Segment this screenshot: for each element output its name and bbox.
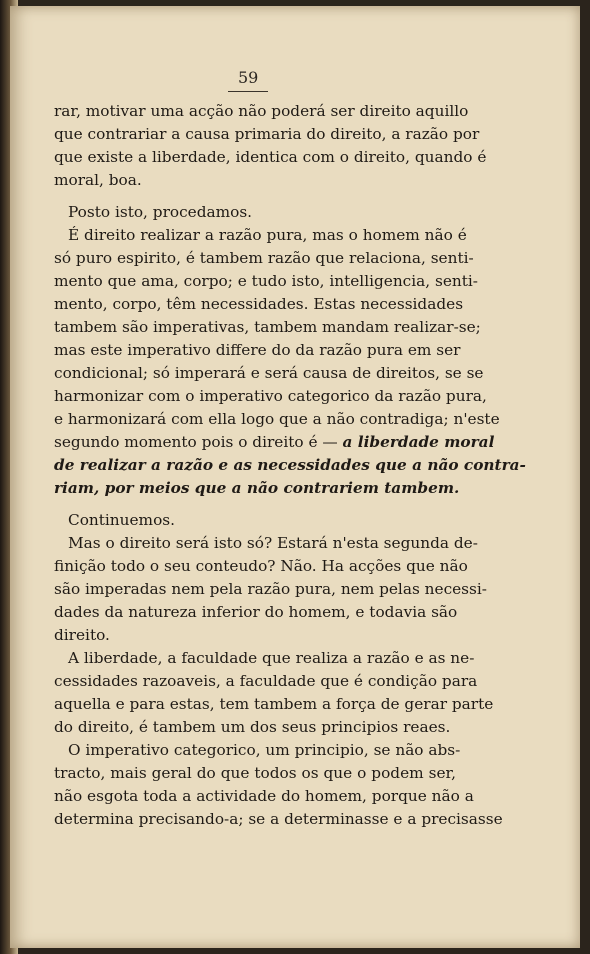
text-line <box>54 201 456 224</box>
text-line-roman: e harmonizará com ella logo que a não contradiga; n'este <box>54 410 500 428</box>
text-line-roman: mento que ama, corpo; e tudo isto, intelligencia, senti- <box>54 272 478 290</box>
text-line-roman: condicional; só imperará e será causa de direitos, se se <box>54 364 484 382</box>
text-line-roman: finição todo o seu conteudo? Não. Ha acções que não <box>54 557 468 575</box>
book-page <box>10 6 580 948</box>
text-line <box>54 362 484 385</box>
text-line-roman: Continuemos. <box>68 511 175 529</box>
text-line <box>54 578 487 601</box>
text-line-italic: a liberdade moral <box>342 433 495 451</box>
text-line-roman: segundo momento pois o direito é — <box>54 433 343 451</box>
text-line <box>54 555 468 578</box>
text-line-roman: mas este imperativo differe do da razão pura em ser <box>54 341 461 359</box>
text-line-roman: mento, corpo, têm necessidades. Estas necessidades <box>54 295 464 313</box>
text-line-roman: É direito realizar a razão pura, mas o homem não é <box>68 226 467 244</box>
text-line-italic: riam, por meios que a não contrariem tambem. <box>54 479 460 497</box>
text-line-roman: rar, motivar uma acção não poderá ser direito aquillo <box>54 102 469 120</box>
text-line <box>54 532 478 555</box>
text-line <box>54 670 478 693</box>
text-line <box>54 385 487 408</box>
text-line-roman: aquella e para estas, tem tambem a força de gerar parte <box>54 695 494 713</box>
text-line <box>54 270 478 293</box>
text-line-italic: de realizar a razão e as necessidades que a não contra- <box>54 456 526 474</box>
text-line <box>54 247 474 270</box>
text-line-roman: do direito, é tambem um dos seus principios reaes. <box>54 718 451 736</box>
text-line <box>54 454 526 477</box>
text-line <box>54 624 456 647</box>
text-line <box>54 169 456 192</box>
text-line <box>54 739 461 762</box>
text-line-roman: determina precisando-a; se a determinasse e a precisasse <box>54 810 503 828</box>
text-line-roman: Posto isto, procedamos. <box>68 203 253 221</box>
text-line-roman: tracto, mais geral do que todos os que o podem ser, <box>54 764 456 782</box>
text-line-roman: cessidades razoaveis, a faculdade que é condição para <box>54 672 478 690</box>
text-line <box>54 293 464 316</box>
text-line <box>54 716 456 739</box>
page-number-rule <box>228 91 268 92</box>
text-line <box>54 100 469 123</box>
text-line-roman: direito. <box>54 626 110 644</box>
text-line-roman: dades da natureza inferior do homem, e todavia são <box>54 603 458 621</box>
page-number: 59 <box>238 68 259 87</box>
text-line-roman: que existe a liberdade, identica com o direito, quando é <box>54 148 487 166</box>
text-line-roman: Mas o direito será isto só? Estará n'esta segunda de- <box>68 534 478 552</box>
text-line-roman: O imperativo categorico, um principio, se não abs- <box>68 741 461 759</box>
text-line <box>54 431 495 454</box>
text-line-roman: só puro espirito, é tambem razão que relaciona, senti- <box>54 249 474 267</box>
text-line <box>54 123 480 146</box>
text-line <box>54 477 460 500</box>
text-line-roman: não esgota toda a actividade do homem, porque não a <box>54 787 474 805</box>
text-line <box>54 808 503 831</box>
text-line <box>54 509 456 532</box>
paragraph-gap <box>54 500 456 509</box>
text-line <box>54 146 487 169</box>
paragraph-gap <box>54 192 456 201</box>
text-line-roman: A liberdade, a faculdade que realiza a razão e as ne- <box>68 649 475 667</box>
text-line <box>54 693 494 716</box>
text-line <box>54 316 481 339</box>
text-line-roman: tambem são imperativas, tambem mandam realizar-se; <box>54 318 481 336</box>
text-line-roman: moral, boa. <box>54 171 142 189</box>
text-line-roman: harmonizar com o imperativo categorico da razão pura, <box>54 387 487 405</box>
text-line-roman: são imperadas nem pela razão pura, nem pelas necessi- <box>54 580 487 598</box>
text-line <box>54 408 500 431</box>
body-text <box>54 100 526 831</box>
text-line <box>54 785 474 808</box>
text-line-roman: que contrariar a causa primaria do direito, a razão por <box>54 125 480 143</box>
text-line <box>54 762 456 785</box>
text-line <box>54 647 475 670</box>
text-line <box>54 339 461 362</box>
text-line <box>54 224 467 247</box>
text-line <box>54 601 456 624</box>
